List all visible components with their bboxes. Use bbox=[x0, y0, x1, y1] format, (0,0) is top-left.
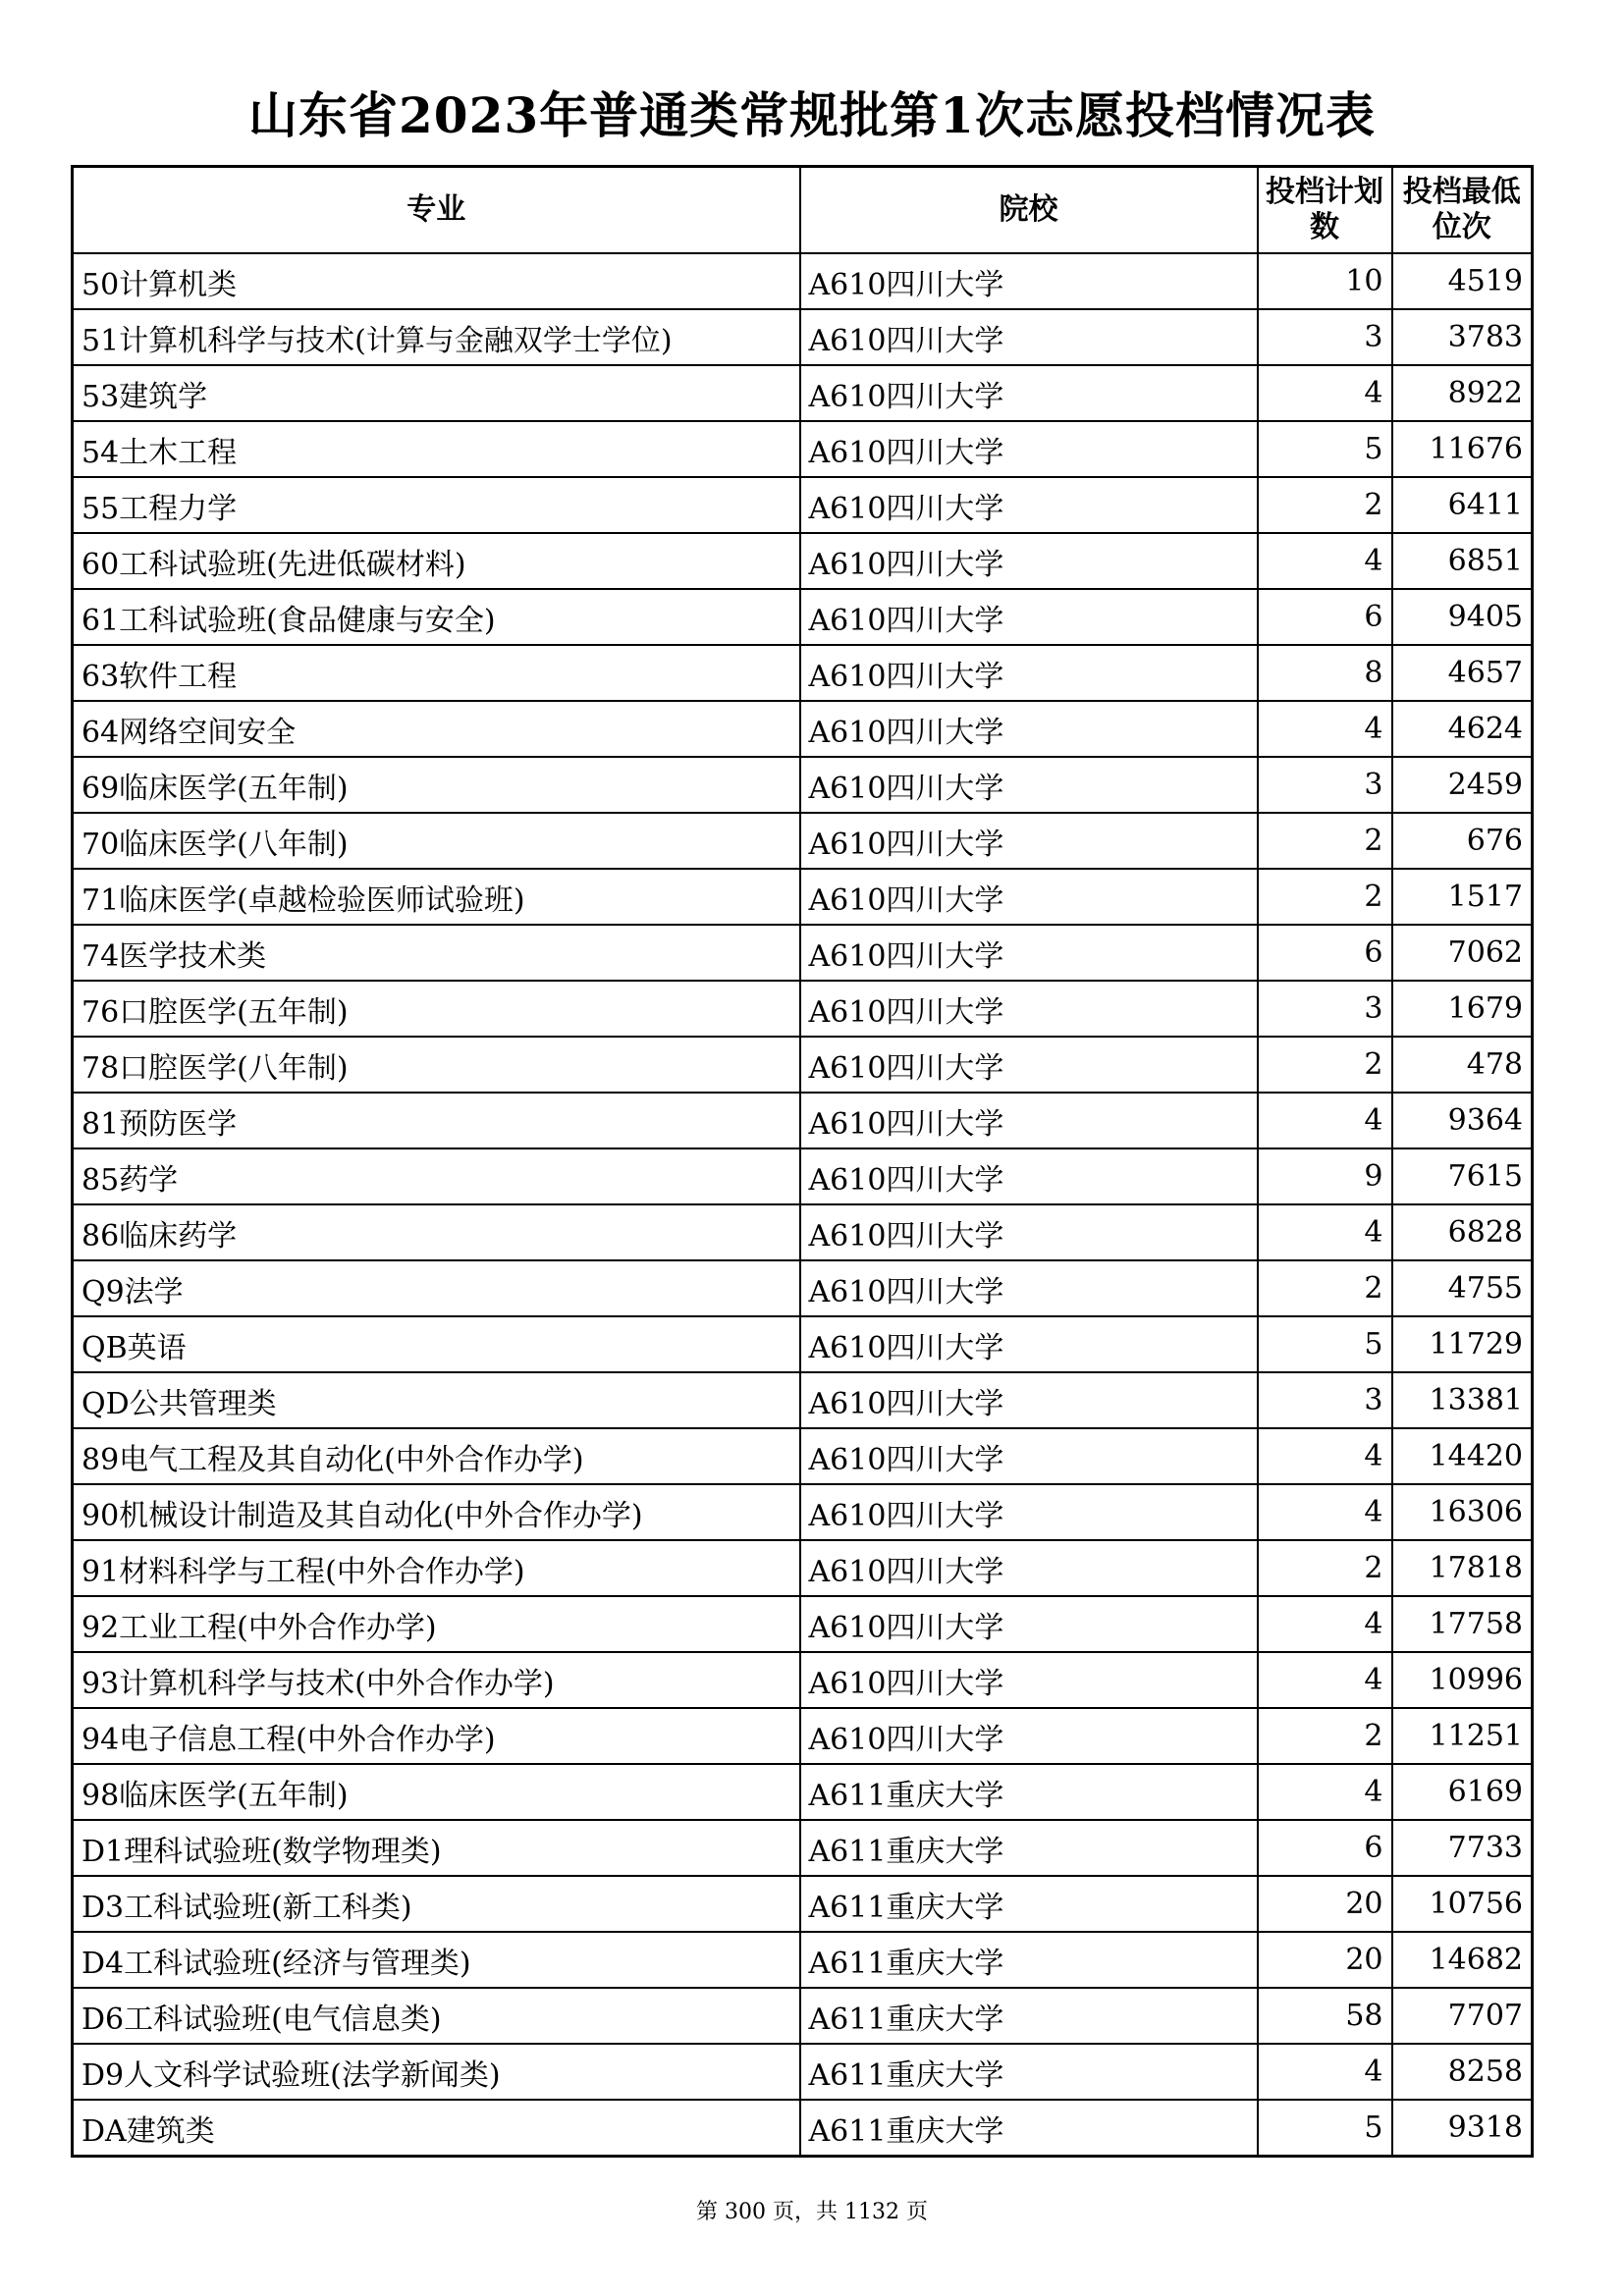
table-row bbox=[73, 1764, 1533, 1820]
cell-school: A611重庆大学 bbox=[800, 1988, 1258, 2044]
cell-plan: 2 bbox=[1258, 813, 1392, 869]
cell-plan: 2 bbox=[1258, 1260, 1392, 1316]
cell-school: A611重庆大学 bbox=[800, 1876, 1258, 1932]
header-school: 院校 bbox=[800, 167, 1258, 254]
cell-major: DA建筑类 bbox=[73, 2100, 800, 2157]
cell-plan: 2 bbox=[1258, 1037, 1392, 1093]
cell-major: QD公共管理类 bbox=[73, 1372, 800, 1428]
cell-plan: 5 bbox=[1258, 1316, 1392, 1372]
cell-plan: 2 bbox=[1258, 1708, 1392, 1764]
cell-rank: 13381 bbox=[1392, 1372, 1533, 1428]
cell-plan: 2 bbox=[1258, 477, 1392, 533]
cell-school: A610四川大学 bbox=[800, 701, 1258, 757]
cell-school: A610四川大学 bbox=[800, 421, 1258, 477]
table-row bbox=[73, 1093, 1533, 1148]
table-row bbox=[73, 1260, 1533, 1316]
cell-plan: 4 bbox=[1258, 1093, 1392, 1148]
cell-plan: 4 bbox=[1258, 1652, 1392, 1708]
cell-plan: 6 bbox=[1258, 925, 1392, 981]
table-row bbox=[73, 645, 1533, 701]
cell-major: 53建筑学 bbox=[73, 365, 800, 421]
cell-school: A610四川大学 bbox=[800, 1708, 1258, 1764]
cell-school: A610四川大学 bbox=[800, 309, 1258, 365]
table-row bbox=[73, 1932, 1533, 1988]
cell-major: 51计算机科学与技术(计算与金融双学士学位) bbox=[73, 309, 800, 365]
table-row bbox=[73, 2044, 1533, 2100]
cell-major: 91材料科学与工程(中外合作办学) bbox=[73, 1540, 800, 1596]
cell-school: A610四川大学 bbox=[800, 645, 1258, 701]
cell-school: A610四川大学 bbox=[800, 981, 1258, 1037]
table-row bbox=[73, 1652, 1533, 1708]
cell-major: 60工科试验班(先进低碳材料) bbox=[73, 533, 800, 589]
cell-major: 94电子信息工程(中外合作办学) bbox=[73, 1708, 800, 1764]
cell-major: 63软件工程 bbox=[73, 645, 800, 701]
cell-major: 54土木工程 bbox=[73, 421, 800, 477]
cell-plan: 5 bbox=[1258, 2100, 1392, 2157]
cell-school: A610四川大学 bbox=[800, 1093, 1258, 1148]
table-row bbox=[73, 1204, 1533, 1260]
cell-plan: 4 bbox=[1258, 365, 1392, 421]
cell-plan: 20 bbox=[1258, 1876, 1392, 1932]
cell-plan: 6 bbox=[1258, 589, 1392, 645]
cell-plan: 4 bbox=[1258, 1428, 1392, 1484]
cell-rank: 4657 bbox=[1392, 645, 1533, 701]
table-row bbox=[73, 925, 1533, 981]
table-row bbox=[73, 1708, 1533, 1764]
cell-rank: 9364 bbox=[1392, 1093, 1533, 1148]
cell-rank: 14420 bbox=[1392, 1428, 1533, 1484]
header-rank: 投档最低位次 bbox=[1392, 167, 1533, 254]
admission-table bbox=[71, 165, 1534, 2158]
cell-rank: 6828 bbox=[1392, 1204, 1533, 1260]
cell-rank: 17818 bbox=[1392, 1540, 1533, 1596]
cell-school: A611重庆大学 bbox=[800, 1764, 1258, 1820]
cell-rank: 2459 bbox=[1392, 757, 1533, 813]
cell-rank: 11251 bbox=[1392, 1708, 1533, 1764]
table-row bbox=[73, 1988, 1533, 2044]
table-row bbox=[73, 757, 1533, 813]
cell-major: 74医学技术类 bbox=[73, 925, 800, 981]
cell-major: QB英语 bbox=[73, 1316, 800, 1372]
cell-plan: 4 bbox=[1258, 1596, 1392, 1652]
table-row bbox=[73, 981, 1533, 1037]
cell-rank: 11729 bbox=[1392, 1316, 1533, 1372]
cell-rank: 8922 bbox=[1392, 365, 1533, 421]
table-row bbox=[73, 1876, 1533, 1932]
cell-school: A610四川大学 bbox=[800, 1260, 1258, 1316]
cell-school: A610四川大学 bbox=[800, 757, 1258, 813]
table-row bbox=[73, 421, 1533, 477]
cell-rank: 6851 bbox=[1392, 533, 1533, 589]
cell-major: 50计算机类 bbox=[73, 253, 800, 309]
cell-rank: 6169 bbox=[1392, 1764, 1533, 1820]
cell-school: A610四川大学 bbox=[800, 869, 1258, 925]
table-row bbox=[73, 1596, 1533, 1652]
table-row bbox=[73, 309, 1533, 365]
page-title: 山东省2023年普通类常规批第1次志愿投档情况表 bbox=[248, 86, 1376, 144]
cell-rank: 8258 bbox=[1392, 2044, 1533, 2100]
cell-major: D3工科试验班(新工科类) bbox=[73, 1876, 800, 1932]
cell-school: A610四川大学 bbox=[800, 1596, 1258, 1652]
cell-rank: 478 bbox=[1392, 1037, 1533, 1093]
cell-rank: 3783 bbox=[1392, 309, 1533, 365]
cell-school: A611重庆大学 bbox=[800, 2100, 1258, 2157]
table-row bbox=[73, 253, 1533, 309]
table-row bbox=[73, 1820, 1533, 1876]
cell-major: 93计算机科学与技术(中外合作办学) bbox=[73, 1652, 800, 1708]
cell-rank: 7062 bbox=[1392, 925, 1533, 981]
table-row bbox=[73, 1484, 1533, 1540]
cell-plan: 2 bbox=[1258, 1540, 1392, 1596]
cell-school: A610四川大学 bbox=[800, 365, 1258, 421]
table-row bbox=[73, 477, 1533, 533]
cell-plan: 3 bbox=[1258, 1372, 1392, 1428]
cell-school: A610四川大学 bbox=[800, 1316, 1258, 1372]
cell-major: D9人文科学试验班(法学新闻类) bbox=[73, 2044, 800, 2100]
cell-plan: 8 bbox=[1258, 645, 1392, 701]
cell-plan: 6 bbox=[1258, 1820, 1392, 1876]
cell-rank: 9318 bbox=[1392, 2100, 1533, 2157]
header-plan: 投档计划数 bbox=[1258, 167, 1392, 254]
cell-school: A610四川大学 bbox=[800, 925, 1258, 981]
table-row bbox=[73, 1148, 1533, 1204]
cell-school: A611重庆大学 bbox=[800, 1820, 1258, 1876]
cell-major: D1理科试验班(数学物理类) bbox=[73, 1820, 800, 1876]
cell-plan: 4 bbox=[1258, 1764, 1392, 1820]
cell-school: A611重庆大学 bbox=[800, 1932, 1258, 1988]
cell-major: 85药学 bbox=[73, 1148, 800, 1204]
cell-plan: 3 bbox=[1258, 309, 1392, 365]
cell-school: A610四川大学 bbox=[800, 1204, 1258, 1260]
table-row bbox=[73, 2100, 1533, 2157]
cell-major: 55工程力学 bbox=[73, 477, 800, 533]
cell-major: 98临床医学(五年制) bbox=[73, 1764, 800, 1820]
cell-rank: 9405 bbox=[1392, 589, 1533, 645]
cell-school: A610四川大学 bbox=[800, 1037, 1258, 1093]
cell-major: 70临床医学(八年制) bbox=[73, 813, 800, 869]
cell-rank: 4755 bbox=[1392, 1260, 1533, 1316]
cell-major: 90机械设计制造及其自动化(中外合作办学) bbox=[73, 1484, 800, 1540]
cell-rank: 16306 bbox=[1392, 1484, 1533, 1540]
cell-plan: 4 bbox=[1258, 701, 1392, 757]
cell-plan: 3 bbox=[1258, 981, 1392, 1037]
cell-plan: 4 bbox=[1258, 1204, 1392, 1260]
cell-rank: 7733 bbox=[1392, 1820, 1533, 1876]
cell-school: A610四川大学 bbox=[800, 1652, 1258, 1708]
table-row bbox=[73, 813, 1533, 869]
cell-major: 92工业工程(中外合作办学) bbox=[73, 1596, 800, 1652]
cell-rank: 4624 bbox=[1392, 701, 1533, 757]
cell-rank: 14682 bbox=[1392, 1932, 1533, 1988]
table-row bbox=[73, 533, 1533, 589]
cell-plan: 4 bbox=[1258, 2044, 1392, 2100]
cell-plan: 9 bbox=[1258, 1148, 1392, 1204]
cell-school: A610四川大学 bbox=[800, 1484, 1258, 1540]
cell-major: 64网络空间安全 bbox=[73, 701, 800, 757]
cell-school: A610四川大学 bbox=[800, 813, 1258, 869]
cell-plan: 58 bbox=[1258, 1988, 1392, 2044]
cell-plan: 5 bbox=[1258, 421, 1392, 477]
cell-school: A610四川大学 bbox=[800, 1428, 1258, 1484]
cell-plan: 3 bbox=[1258, 757, 1392, 813]
cell-major: 89电气工程及其自动化(中外合作办学) bbox=[73, 1428, 800, 1484]
cell-school: A610四川大学 bbox=[800, 1372, 1258, 1428]
cell-school: A610四川大学 bbox=[800, 1148, 1258, 1204]
cell-plan: 2 bbox=[1258, 869, 1392, 925]
cell-plan: 20 bbox=[1258, 1932, 1392, 1988]
cell-plan: 4 bbox=[1258, 1484, 1392, 1540]
table-row bbox=[73, 1037, 1533, 1093]
cell-school: A610四川大学 bbox=[800, 253, 1258, 309]
cell-rank: 7707 bbox=[1392, 1988, 1533, 2044]
cell-school: A610四川大学 bbox=[800, 533, 1258, 589]
cell-major: 81预防医学 bbox=[73, 1093, 800, 1148]
cell-school: A610四川大学 bbox=[800, 589, 1258, 645]
cell-rank: 7615 bbox=[1392, 1148, 1533, 1204]
table-row bbox=[73, 869, 1533, 925]
cell-plan: 10 bbox=[1258, 253, 1392, 309]
cell-rank: 4519 bbox=[1392, 253, 1533, 309]
table-row bbox=[73, 1428, 1533, 1484]
cell-major: 78口腔医学(八年制) bbox=[73, 1037, 800, 1093]
cell-school: A610四川大学 bbox=[800, 477, 1258, 533]
table-row bbox=[73, 365, 1533, 421]
table-row bbox=[73, 1540, 1533, 1596]
cell-major: 71临床医学(卓越检验医师试验班) bbox=[73, 869, 800, 925]
cell-major: D4工科试验班(经济与管理类) bbox=[73, 1932, 800, 1988]
cell-major: Q9法学 bbox=[73, 1260, 800, 1316]
cell-rank: 11676 bbox=[1392, 421, 1533, 477]
page-footer: 第 300 页，共 1132 页 bbox=[696, 2200, 928, 2224]
table-row bbox=[73, 589, 1533, 645]
cell-rank: 17758 bbox=[1392, 1596, 1533, 1652]
cell-rank: 10996 bbox=[1392, 1652, 1533, 1708]
cell-rank: 6411 bbox=[1392, 477, 1533, 533]
table-row bbox=[73, 1316, 1533, 1372]
cell-major: 69临床医学(五年制) bbox=[73, 757, 800, 813]
cell-major: D6工科试验班(电气信息类) bbox=[73, 1988, 800, 2044]
table-header-row bbox=[73, 167, 1533, 254]
cell-rank: 1517 bbox=[1392, 869, 1533, 925]
cell-rank: 676 bbox=[1392, 813, 1533, 869]
cell-plan: 4 bbox=[1258, 533, 1392, 589]
table-row bbox=[73, 1372, 1533, 1428]
cell-major: 76口腔医学(五年制) bbox=[73, 981, 800, 1037]
cell-school: A610四川大学 bbox=[800, 1540, 1258, 1596]
table-row bbox=[73, 701, 1533, 757]
cell-major: 61工科试验班(食品健康与安全) bbox=[73, 589, 800, 645]
cell-school: A611重庆大学 bbox=[800, 2044, 1258, 2100]
cell-rank: 10756 bbox=[1392, 1876, 1533, 1932]
cell-major: 86临床药学 bbox=[73, 1204, 800, 1260]
header-major: 专业 bbox=[73, 167, 800, 254]
cell-rank: 1679 bbox=[1392, 981, 1533, 1037]
table-body bbox=[73, 253, 1533, 2157]
